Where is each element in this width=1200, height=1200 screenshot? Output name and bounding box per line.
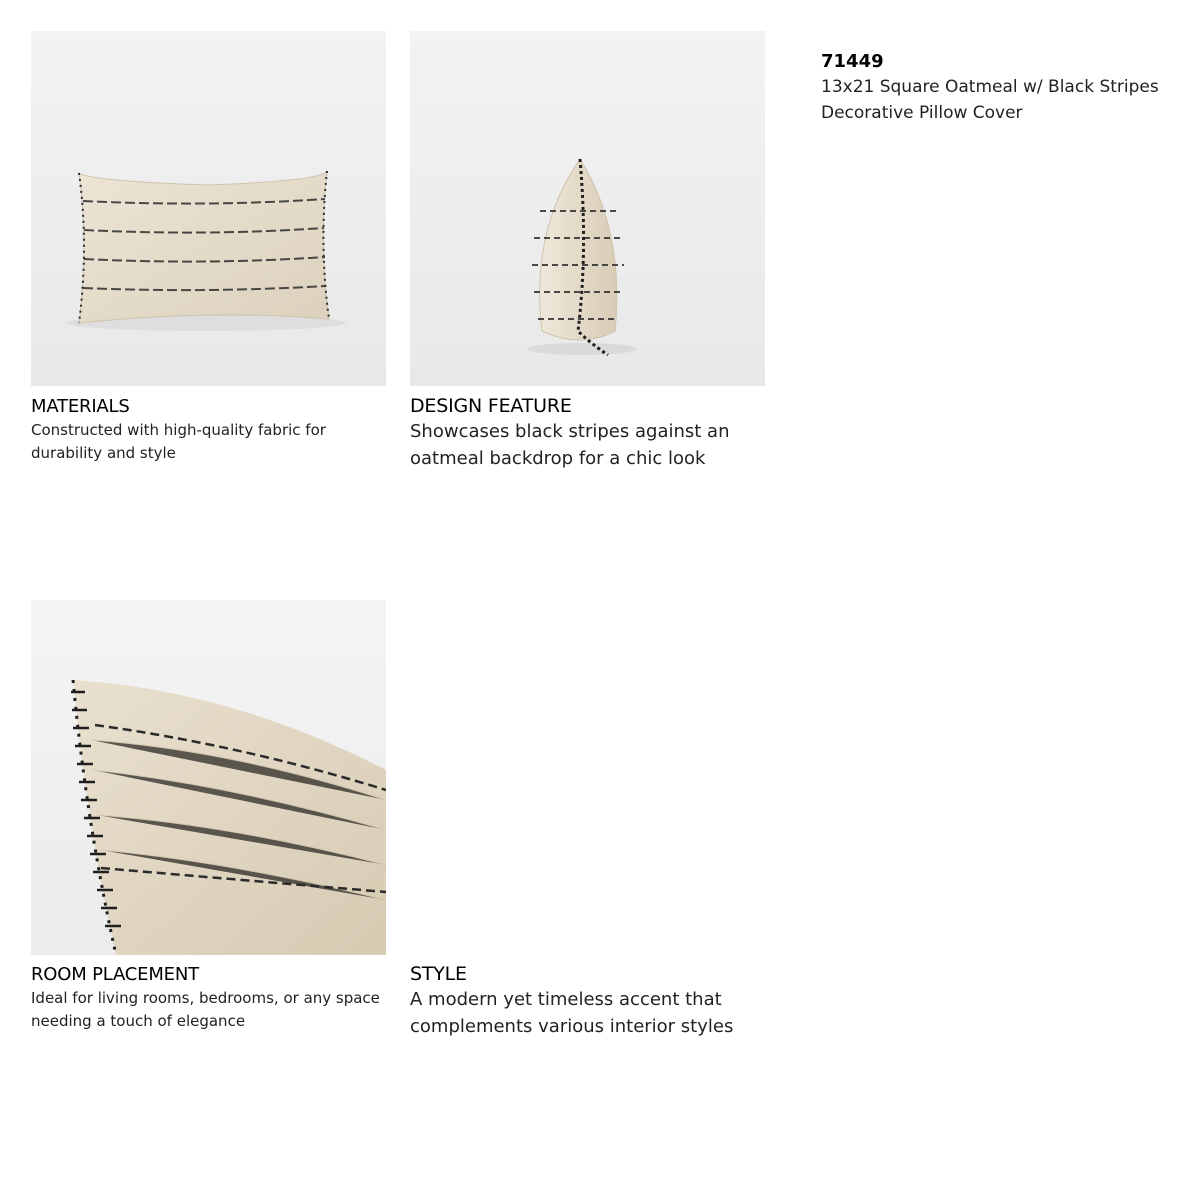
feature-text-line2: complements various interior styles bbox=[410, 1016, 734, 1037]
pillow-front-illustration bbox=[31, 31, 386, 386]
feature-heading: MATERIALS bbox=[31, 396, 130, 417]
product-title-line1: 13x21 Square Oatmeal w/ Black Stripes bbox=[821, 77, 1159, 97]
feature-text-line1: Showcases black stripes against an bbox=[410, 421, 730, 442]
feature-materials bbox=[31, 395, 401, 465]
feature-text-line2: durability and style bbox=[31, 444, 176, 462]
feature-room-placement bbox=[31, 963, 401, 1033]
feature-text-line2: needing a touch of elegance bbox=[31, 1012, 246, 1030]
feature-design bbox=[410, 394, 780, 472]
feature-text-line1: Ideal for living rooms, bedrooms, or any space bbox=[31, 989, 380, 1007]
feature-heading: DESIGN FEATURE bbox=[410, 395, 572, 417]
pillow-front-photo bbox=[31, 31, 386, 386]
feature-heading: ROOM PLACEMENT bbox=[31, 964, 199, 985]
pillow-side-illustration bbox=[410, 31, 765, 386]
product-title-line2: Decorative Pillow Cover bbox=[821, 103, 1023, 123]
pillow-closeup-illustration bbox=[31, 600, 386, 955]
pillow-closeup-photo bbox=[31, 600, 386, 955]
feature-text-line1: Constructed with high-quality fabric for bbox=[31, 421, 326, 439]
feature-style bbox=[410, 962, 780, 1040]
feature-text-line2: oatmeal backdrop for a chic look bbox=[410, 448, 706, 469]
feature-text-line1: A modern yet timeless accent that bbox=[410, 989, 722, 1010]
product-info bbox=[821, 50, 1191, 126]
product-sku: 71449 bbox=[821, 51, 884, 72]
feature-heading: STYLE bbox=[410, 963, 467, 985]
pillow-side-photo bbox=[410, 31, 765, 386]
